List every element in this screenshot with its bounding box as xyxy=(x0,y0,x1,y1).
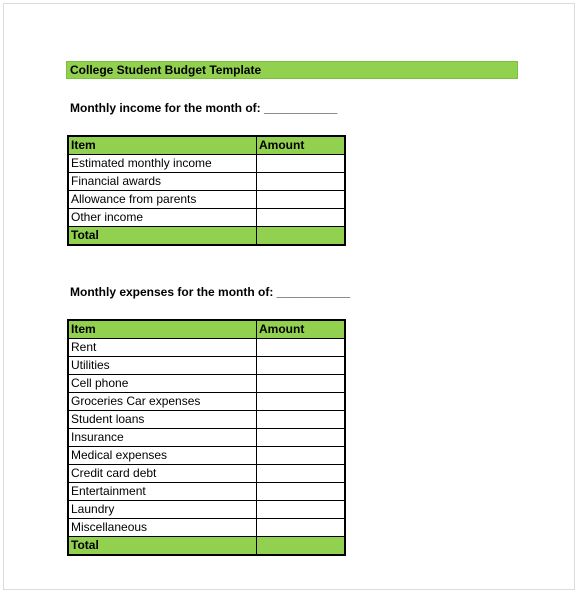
expenses-header-amount: Amount xyxy=(257,320,346,339)
income-row-amount[interactable] xyxy=(257,191,346,209)
expenses-row-item: Student loans xyxy=(68,411,257,429)
expenses-row-item: Insurance xyxy=(68,429,257,447)
income-table-header-row xyxy=(68,136,345,155)
income-row-amount[interactable] xyxy=(257,209,346,227)
expenses-row-amount[interactable] xyxy=(257,411,346,429)
expenses-row-amount[interactable] xyxy=(257,357,346,375)
income-row-item: Estimated monthly income xyxy=(68,155,257,173)
expenses-row-item: Miscellaneous xyxy=(68,519,257,537)
expenses-row-amount[interactable] xyxy=(257,483,346,501)
expenses-row-item: Medical expenses xyxy=(68,447,257,465)
table-row xyxy=(68,411,345,429)
expenses-total-amount[interactable] xyxy=(257,537,346,556)
expenses-row-amount[interactable] xyxy=(257,429,346,447)
expenses-table-header-row xyxy=(68,320,345,339)
income-row-item: Financial awards xyxy=(68,173,257,191)
income-total-row xyxy=(68,227,345,246)
income-row-item: Allowance from parents xyxy=(68,191,257,209)
table-row xyxy=(68,155,345,173)
table-row xyxy=(68,393,345,411)
expenses-row-amount[interactable] xyxy=(257,465,346,483)
table-row xyxy=(68,483,345,501)
income-header-item: Item xyxy=(68,136,257,155)
expenses-row-item: Cell phone xyxy=(68,375,257,393)
expenses-section-label: Monthly expenses for the month of: ___________ xyxy=(70,285,351,299)
table-row xyxy=(68,191,345,209)
table-row xyxy=(68,357,345,375)
expenses-total-label: Total xyxy=(68,537,257,556)
expenses-row-item: Entertainment xyxy=(68,483,257,501)
income-table xyxy=(67,135,346,246)
table-row xyxy=(68,375,345,393)
expenses-header-item: Item xyxy=(68,320,257,339)
income-row-amount[interactable] xyxy=(257,155,346,173)
expenses-table xyxy=(67,319,346,556)
income-total-label: Total xyxy=(68,227,257,246)
table-row xyxy=(68,465,345,483)
table-row xyxy=(68,519,345,537)
expenses-row-amount[interactable] xyxy=(257,501,346,519)
income-total-amount[interactable] xyxy=(257,227,346,246)
table-row xyxy=(68,209,345,227)
expenses-row-amount[interactable] xyxy=(257,519,346,537)
expenses-row-amount[interactable] xyxy=(257,393,346,411)
expenses-total-row xyxy=(68,537,345,556)
expenses-row-item: Groceries Car expenses xyxy=(68,393,257,411)
expenses-row-item: Credit card debt xyxy=(68,465,257,483)
income-section-label: Monthly income for the month of: ___________ xyxy=(70,101,338,115)
expenses-row-amount[interactable] xyxy=(257,375,346,393)
income-header-amount: Amount xyxy=(257,136,346,155)
income-row-amount[interactable] xyxy=(257,173,346,191)
expenses-row-item: Rent xyxy=(68,339,257,357)
table-row xyxy=(68,339,345,357)
table-row xyxy=(68,173,345,191)
table-row xyxy=(68,501,345,519)
income-row-item: Other income xyxy=(68,209,257,227)
expenses-row-item: Utilities xyxy=(68,357,257,375)
expenses-row-item: Laundry xyxy=(68,501,257,519)
expenses-row-amount[interactable] xyxy=(257,447,346,465)
expenses-row-amount[interactable] xyxy=(257,339,346,357)
table-row xyxy=(68,447,345,465)
table-row xyxy=(68,429,345,447)
document-title: College Student Budget Template xyxy=(66,61,518,79)
